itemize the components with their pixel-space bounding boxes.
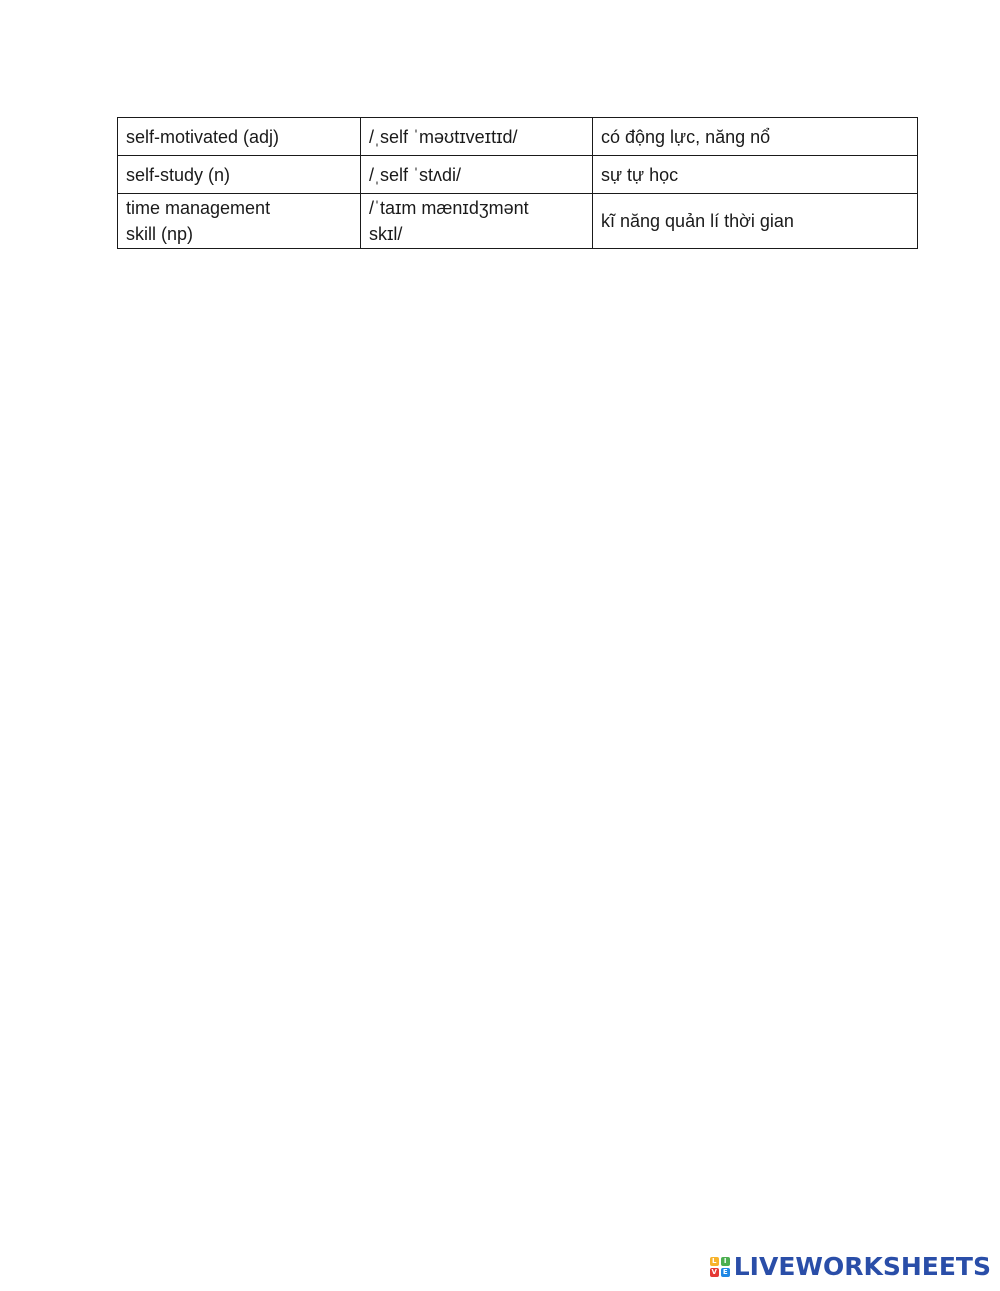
ipa-text-line: /ˈtaɪm mænɪdʒmənt — [369, 198, 529, 218]
word-text-line: skill (np) — [126, 224, 194, 244]
logo-tile: L — [710, 1257, 719, 1266]
ipa-cell — [361, 194, 593, 249]
word-cell — [118, 118, 361, 156]
meaning-cell — [593, 156, 918, 194]
brand-wordmark: LIVEWORKSHEETS — [733, 1252, 991, 1281]
table-row — [118, 118, 918, 156]
meaning-text: sự tự học — [601, 164, 679, 185]
logo-tile: V — [711, 1268, 717, 1276]
meaning-text: có động lực, năng nổ — [601, 126, 771, 147]
word-text: self-study (n) — [126, 164, 231, 185]
live-logo-icon — [710, 1257, 730, 1277]
vocabulary-table — [117, 117, 918, 249]
table-row — [118, 156, 918, 194]
logo-tile: I — [721, 1257, 730, 1266]
ipa-text: /ˌself ˈməʊtɪveɪtɪd/ — [369, 126, 518, 147]
word-text-line: time management — [126, 198, 271, 218]
meaning-cell — [593, 118, 918, 156]
ipa-cell — [361, 156, 593, 194]
logo-tile: E — [721, 1268, 730, 1277]
word-cell — [118, 194, 361, 249]
ipa-text-line: skɪl/ — [369, 224, 403, 244]
meaning-cell — [593, 194, 918, 249]
ipa-cell — [361, 118, 593, 156]
word-text: self-motivated (adj) — [126, 126, 280, 147]
ipa-text: /ˌself ˈstʌdi/ — [369, 164, 462, 185]
meaning-text: kĩ năng quản lí thời gian — [601, 211, 794, 231]
word-cell — [118, 156, 361, 194]
table-row — [118, 194, 918, 249]
liveworksheets-brand — [710, 1252, 991, 1282]
